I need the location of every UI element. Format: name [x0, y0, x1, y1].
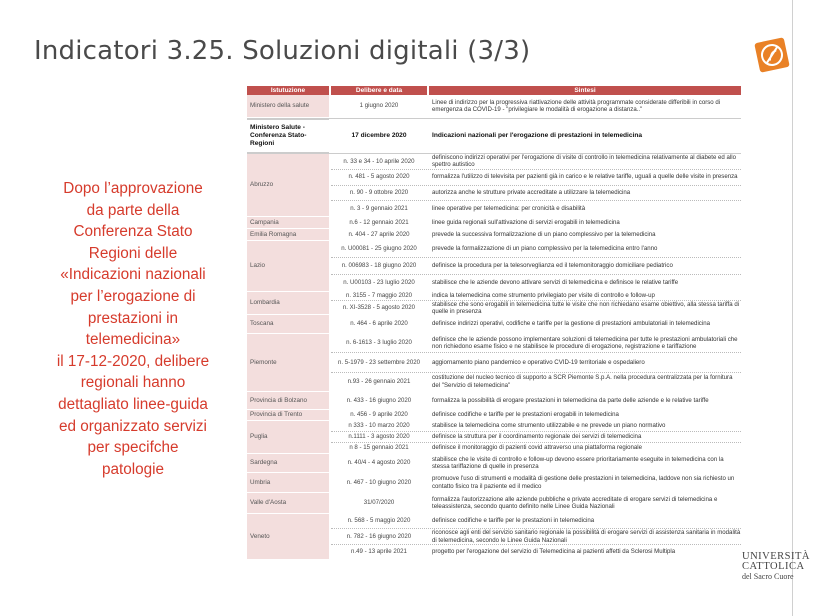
delibera-entry	[331, 410, 741, 420]
sidebar-line: prestazioni in	[87, 309, 179, 327]
delibera-summary: aggiornamento piano pandemico e operativo CVID-19 territoriale e ospedaliero	[432, 358, 645, 366]
delibera-entry	[331, 473, 741, 492]
table-row	[247, 392, 741, 410]
delibera-summary: stabilisce che le aziende devono attivare servizi di telemedicina e definisce le relative tariffe	[432, 279, 679, 287]
delibera-entry	[331, 119, 741, 153]
delibere-list	[331, 410, 741, 420]
delibere-list	[331, 392, 741, 409]
delibera-entry	[331, 454, 741, 472]
delibera-summary: definisce codifiche e tariffe per le prestazioni in telemedicina	[432, 517, 595, 525]
delibera-entry	[331, 95, 741, 117]
delibere-list	[331, 292, 741, 314]
delibera-summary: definisce codifiche e tariffe per le prestazioni erogabili in telemedicina	[432, 411, 619, 419]
delibere-list	[331, 95, 741, 117]
slide-edge-divider	[792, 0, 793, 616]
delibera-date: n 8 - 15 gennaio 2021	[349, 444, 409, 452]
table-row	[247, 315, 741, 334]
delibera-summary: stabilisce che le visite di controllo e follow-up devono essere prioritariamente eseguite in telemedicina con la stessa tariffazione di quelle in presenza	[432, 455, 724, 470]
delibera-entry	[331, 241, 741, 258]
delibere-list	[331, 217, 741, 228]
institution-cell: Piemonte	[247, 334, 329, 391]
delibera-date: n. 404 - 27 aprile 2020	[348, 230, 410, 238]
delibera-date: n. 90 - 9 ottobre 2020	[349, 189, 409, 197]
sidebar-line: «Indicazioni nazionali	[60, 266, 206, 284]
table-row	[247, 421, 741, 454]
table-row	[247, 334, 741, 392]
institution-cell: Emilia Romagna	[247, 229, 329, 240]
sidebar-line: Conferenza Stato	[73, 223, 193, 241]
institution-cell: Veneto	[247, 514, 329, 559]
delibera-summary: indica la telemedicina come strumento privilegiato per visite di controllo e follow-up	[432, 292, 655, 300]
header-sintesi: Sintesi	[429, 86, 741, 95]
table-row	[247, 95, 741, 118]
delibera-entry	[331, 493, 741, 513]
university-line1: UNIVERSITÀ	[742, 551, 810, 562]
institution-cell: Sardegna	[247, 454, 329, 472]
sidebar-line: Regioni delle	[88, 244, 178, 262]
delibera-summary: Indicazioni nazionali per l'erogazione di prestazioni in telemedicina	[432, 132, 643, 140]
sidebar-line: il 17-12-2020, delibere	[56, 352, 210, 370]
delibera-entry	[331, 334, 741, 353]
sidebar-description	[34, 178, 232, 480]
delibera-date: n.93 - 26 gennaio 2021	[347, 378, 411, 386]
delibera-date: 1 giugno 2020	[359, 102, 399, 110]
delibera-entry	[331, 275, 741, 291]
delibera-date: n. 467 - 10 giugno 2020	[346, 478, 412, 486]
delibera-entry	[331, 392, 741, 409]
delibera-summary: stabilisce che sono erogabili in telemedicina tutte le visite che non richiedano esame obiettivo, alla stessa tariffa di quelle in presenza	[432, 300, 740, 315]
delibera-entry	[331, 301, 741, 316]
delibera-entry	[331, 258, 741, 275]
delibera-summary: definisce la struttura per il coordinamento regionale dei servizi di telemedicina	[432, 433, 642, 441]
delibere-table	[247, 86, 741, 560]
institution-cell: Abruzzo	[247, 154, 329, 216]
delibera-summary: promuove l'uso di strumenti e modalità di gestione delle prestazioni in telemedicina, laddove non sia richiesto un contatto fisico tra il paziente ed il medico	[432, 475, 735, 490]
table-row	[247, 410, 741, 421]
sidebar-line: Dopo l’approvazione	[63, 180, 203, 197]
university-line3: del Sacro Cuore	[742, 572, 794, 581]
sidebar-line: per specifche	[87, 439, 179, 457]
table-row	[247, 454, 741, 473]
table-row	[247, 154, 741, 217]
delibera-date: n.49 - 13 aprile 2021	[351, 548, 407, 556]
institution-cell: Puglia	[247, 421, 329, 453]
delibera-summary: linee guida regionali sull'attivazione di servizi erogabili in telemedicina	[432, 218, 620, 226]
delibera-summary: riconosce agli enti del servizio sanitario regionale la possibilità di erogare servizi di assistenza sanitaria in modalità di telemedicina, secondo le Linee Guida Nazionali	[432, 529, 741, 544]
delibera-date: n. 006983 - 18 giugno 2020	[341, 262, 417, 270]
delibera-entry	[331, 292, 741, 301]
institution-cell: Lombardia	[247, 292, 329, 314]
delibera-entry	[331, 201, 741, 216]
sidebar-line: da parte della	[86, 201, 180, 219]
delibera-entry	[331, 186, 741, 202]
delibera-summary: stabilisce la telemedicina come strumento utilizzabile e ne prevede un piano normativo	[432, 422, 666, 430]
table-row	[247, 229, 741, 241]
table-row	[247, 118, 741, 154]
table-row	[247, 292, 741, 315]
table-row	[247, 241, 741, 292]
delibera-entry	[331, 443, 741, 453]
delibera-summary: progetto per l'erogazione del servizio di Telemedicina ai pazienti affetti da Sclerosi Multipla	[432, 548, 676, 556]
delibere-list	[331, 241, 741, 291]
page-title: Indicatori 3.25. Soluzioni digitali (3/3)	[34, 36, 531, 66]
delibera-date: n. 33 e 34 - 10 aprile 2020	[343, 157, 415, 165]
delibere-list	[331, 493, 741, 513]
delibera-entry	[331, 229, 741, 240]
delibere-list	[331, 315, 741, 333]
delibera-summary: definiscono indirizzi operativi per l'erogazione di visite di controllo in telemedicina relativamente al diabete ed allo spettro autistico	[432, 154, 736, 169]
university-logo	[742, 552, 810, 582]
delibera-date: n. 5-1979 - 23 settembre 2020	[338, 358, 420, 366]
sidebar-line: dettagliato linee-guida	[58, 395, 208, 413]
header-delibere: Delibere e data	[331, 86, 427, 95]
sidebar-line: patologie	[101, 460, 165, 478]
institution-cell: Umbria	[247, 473, 329, 492]
delibere-list	[331, 119, 741, 153]
delibera-date: n.1111 - 3 agosto 2020	[348, 433, 410, 441]
delibera-entry	[331, 315, 741, 333]
delibera-date: n. 40/4 - 4 agosto 2020	[347, 459, 411, 467]
sidebar-line: ed organizzato servizi	[59, 417, 207, 435]
delibera-entry	[331, 154, 741, 170]
delibera-date: n. 433 - 16 giugno 2020	[346, 396, 412, 404]
delibera-date: n 333 - 10 marzo 2020	[348, 422, 410, 430]
delibera-summary: Linee di indirizzo per la progressiva riattivazione delle attività programmate considerate differibili in corso di emergenza da COVID-19 - "privilegiare le modalità di erogazione a distanza.."	[432, 98, 721, 113]
delibera-entry	[331, 545, 741, 559]
institution-cell: Provincia di Trento	[247, 410, 329, 420]
institution-cell: Campania	[247, 217, 329, 228]
table-row	[247, 493, 741, 514]
delibera-date: n. U00081 - 25 giugno 2020	[341, 245, 417, 253]
delibera-date: n. 456 - 9 aprile 2020	[350, 411, 408, 419]
delibera-date: n. 568 - 5 maggio 2020	[347, 517, 411, 525]
delibera-summary: linee operative per telemedicina: per cronicità e disabilità	[432, 204, 586, 212]
table-header	[247, 86, 741, 95]
delibera-entry	[331, 217, 741, 228]
delibera-date: n. XI-3528 - 5 agosto 2020	[342, 304, 416, 312]
delibera-summary: prevede la formalizzazione di un piano complessivo per la telemedicina entro l'anno	[432, 245, 658, 253]
delibera-date: n.6 - 12 gennaio 2021	[349, 218, 409, 226]
delibere-list	[331, 421, 741, 453]
delibera-summary: formalizza la possibilità di erogare prestazioni in telemedicina da parte delle aziende e le relative tariffe	[432, 396, 709, 404]
university-line2: CATTOLICA	[742, 561, 805, 572]
delibere-list	[331, 473, 741, 492]
delibera-date: 31/07/2020	[363, 499, 395, 507]
delibera-summary: definisce la procedura per la telesorveglianza ed il telemonitoraggio domiciliare pediatrico	[432, 262, 673, 270]
delibera-summary: formalizza l'autorizzazione alle aziende pubbliche e private accreditate di erogare servizi di telemedicina e teleassistenza, secondo quanto definito nelle Linee Guida Nazionali	[432, 495, 718, 510]
institution-cell: Ministero della salute	[247, 95, 329, 117]
institution-cell: Lazio	[247, 241, 329, 291]
institution-cell: Toscana	[247, 315, 329, 333]
delibera-date: n. 6-1613 - 3 luglio 2020	[346, 339, 412, 347]
delibera-entry	[331, 432, 741, 443]
delibera-entry	[331, 529, 741, 545]
delibera-date: n. 464 - 6 aprile 2020	[350, 320, 408, 328]
delibere-list	[331, 514, 741, 559]
delibera-date: n. U00103 - 23 luglio 2020	[343, 279, 415, 287]
delibere-list	[331, 229, 741, 240]
delibera-summary: prevede la successiva formalizzazione di un piano complessivo per la telemedicina	[432, 230, 656, 238]
delibera-summary: autorizza anche le strutture private accreditate a utilizzare la telemedicina	[432, 189, 631, 197]
header-istituzione: Istutuzione	[247, 86, 329, 95]
delibere-list	[331, 454, 741, 472]
delibera-date: 17 dicembre 2020	[351, 132, 407, 140]
delibera-date: n. 782 - 16 giugno 2020	[346, 532, 412, 540]
delibera-date: n. 3155 - 7 maggio 2020	[345, 292, 413, 299]
institution-cell: Ministero Salute - Conferenza Stato-Regioni	[247, 119, 329, 153]
table-row	[247, 217, 741, 229]
delibera-summary: definisce il monitoraggio di pazienti covid attraverso una piattaforma regionale	[432, 444, 643, 452]
table-body	[247, 95, 741, 560]
sidebar-line: per l’erogazione di	[70, 287, 196, 305]
institution-cell: Provincia di Bolzano	[247, 392, 329, 409]
delibera-date: n. 481 - 5 agosto 2020	[348, 173, 410, 181]
sidebar-line: regionali hanno	[80, 374, 186, 392]
delibera-summary: formalizza l'utilizzo di televisita per pazienti già in carico e le relative tariffe, uguali a quelle delle visite in presenza	[432, 173, 738, 181]
delibera-entry	[331, 170, 741, 186]
delibera-summary: definisce che le aziende possono implementare soluzioni di telemedicina per tutte le prestazioni ambulatoriali che non richiedono esame fisico e ne stabilisce le procedure di erogazione, registrazione e tariffazione	[432, 335, 738, 351]
delibere-list	[331, 334, 741, 391]
table-row	[247, 514, 741, 560]
sidebar-line: telemedicina»	[85, 331, 181, 349]
seal-logo-icon	[754, 37, 790, 73]
delibera-entry	[331, 421, 741, 432]
table-row	[247, 473, 741, 493]
delibere-list	[331, 154, 741, 216]
institution-cell: Valle d'Aosta	[247, 493, 329, 513]
delibera-summary: definisce indirizzi operativi, codifiche e tariffe per la gestione di prestazioni ambulatoriali in telemedicina	[432, 320, 710, 328]
delibera-date: n. 3 - 9 gennaio 2021	[350, 204, 408, 212]
delibera-entry	[331, 373, 741, 391]
delibera-entry	[331, 353, 741, 372]
delibera-entry	[331, 514, 741, 529]
delibera-summary: costituzione del nucleo tecnico di supporto a SCR Piemonte S.p.A. nella procedura centralizzata per la fornitura del "Servizio di telemedicina"	[432, 374, 733, 389]
